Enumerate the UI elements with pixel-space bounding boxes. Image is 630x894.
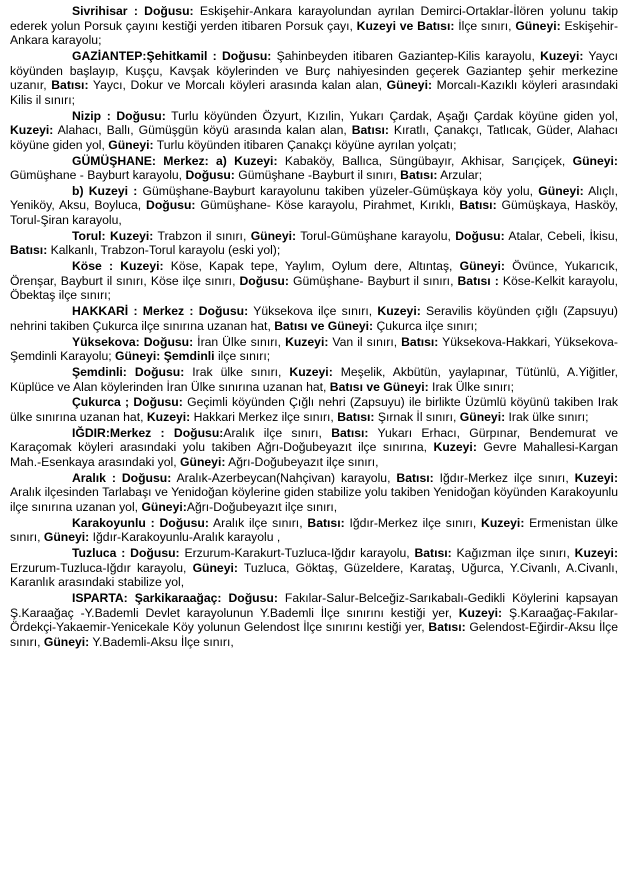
bold-label: Güneyi: [459, 409, 506, 424]
bold-label: GAZİANTEP:Şehitkamil : Doğusu: [72, 48, 272, 63]
paragraph-isparta-sarkikaraagac [10, 591, 618, 649]
bold-label: ISPARTA: Şarkikaraağaç: Doğusu: [72, 590, 278, 605]
body-text: Geçimli köyünden Çığlı nehri (Zapsuyu) ile birlikte Üzümlü köyünü takiben Irak ülke sınırına uzanan hat, [10, 395, 619, 424]
body-text: Yüksekova ilçe sınırı, [248, 304, 378, 319]
bold-label: GÜMÜŞHANE: Merkez: a) Kuzeyi: [72, 153, 278, 168]
bold-label: Batısı: [400, 168, 438, 183]
paragraph-yuksekova [10, 335, 618, 364]
bold-label: Güneyi: [459, 259, 505, 274]
bold-label: Doğusu: [185, 168, 235, 183]
body-text: Kabaköy, Ballıca, Süngübayır, Akhisar, Sarıçiçek, [277, 153, 573, 168]
paragraph-kose [10, 259, 618, 303]
body-text: Çukurca ilçe sınırı; [373, 318, 478, 333]
body-text: Arzular; [437, 168, 483, 183]
body-text: Gümüşhane- Köse karayolu, Pirahmet, Kırıklı, [195, 198, 460, 213]
bold-label: Kuzeyi ve Batısı: [356, 18, 455, 33]
bold-label: Güneyi: [43, 530, 90, 545]
bold-label: Tuzluca : Doğusu: [72, 546, 180, 560]
body-text: Turlu köyünden itibaren Çanakçı köyüne ayrılan yolçatı; [153, 137, 457, 152]
bold-label: Karakoyunlu : Doğusu: [72, 515, 209, 530]
body-text: Iğdır-Merkez ilçe sınırı, [433, 470, 575, 485]
bold-label: Batısı: [414, 546, 452, 560]
body-text: Van il sınırı, [328, 334, 402, 349]
body-text: Y.Bademli-Aksu İlçe sınırı, [89, 634, 234, 649]
body-text: Iğdır-Karakoyunlu-Aralık karayolu , [89, 530, 281, 545]
bold-label: Batısı: [401, 334, 439, 349]
body-text: Yaycı, Dokur ve Morcalı köyleri arasında kalan alan, [88, 78, 387, 93]
bold-label: Sivrihisar : Doğusu: [72, 4, 194, 18]
body-text: Aralık ilçe sınırı, [208, 515, 308, 530]
body-text: Kağızman ilçe sınırı, [451, 546, 575, 560]
body-text: İran Ülke sınırı, [193, 334, 286, 349]
body-text: Irak ülke sınırı, [184, 364, 290, 379]
bold-label: Doğusu: [455, 228, 505, 243]
document-page [10, 4, 618, 651]
bold-label: Nizip : Doğusu: [72, 108, 166, 123]
body-text: Köse-Kelkit karayolu, Öbektaş ilçe sınırı; [10, 273, 618, 303]
body-text: Turlu köyünden Özyurt, Kızılin, Yukarı Çardak, Aşağı Çardak köyüne giden yol, [165, 108, 618, 123]
body-text: Yukarı Erhacı, Gürpınar, Bendemurat ve Karaçomak köyleri arasındaki yolu takiben Ağrı-Doğubeyazıt ilçe sınırına, [10, 425, 618, 455]
body-text: Gümüşhane-Bayburt karayolunu takiben yüzeler-Gümüşkaya köy yolu, [137, 183, 539, 198]
body-text: Ermenistan ülke sınırı, [10, 515, 618, 545]
bold-label: IĞDIR:Merkez : Doğusu: [72, 425, 224, 440]
body-text: Meşelik, Akbütün, yaylapınar, Tütünlü, A.Yiğitler, Küplüce ve Alan köylerinden İran Ülke sınırına uzanan hat, [10, 364, 618, 394]
bold-label: Doğusu: [239, 273, 289, 288]
bold-label: Kuzeyi: [433, 440, 477, 455]
body-text: Şırnak İl sınırı, [374, 409, 460, 424]
bold-label: Güneyi: [43, 634, 90, 649]
bold-label: Güneyi: Şemdinli [115, 349, 215, 364]
body-text: Yaycı köyünden başlayıp, Kuşçu, Kavşak köylerinden ve Burç nahiyesinden geçerek Gaziantep şehir merkezine uzanır, [10, 48, 618, 93]
body-text: Trabzon il sınırı, [153, 228, 251, 243]
paragraph-semdinli [10, 365, 618, 394]
bold-label: Kuzeyi: [458, 605, 503, 620]
body-text: Aralık-Azerbeycan(Nahçivan) karayolu, [171, 470, 397, 485]
bold-label: Köse : Kuzeyi: [72, 259, 164, 274]
bold-label: Kuzeyi: [289, 364, 333, 379]
bold-label: Güneyi: [180, 454, 226, 469]
bold-label: Güneyi: [192, 560, 238, 575]
bold-label: Kuzeyi: [481, 515, 525, 530]
body-text: Erzurum-Tuzluca-Iğdır karayolu, [10, 560, 193, 575]
bold-label: Doğusu: [146, 198, 196, 213]
body-text: Kıratlı, Çanakçı, Tatlıcak, Güder, Alahacı köyüne giden yol, [10, 123, 618, 152]
body-text: Ağrı-Doğubeyazıt ilçe sınırı, [225, 454, 379, 469]
body-text: Ş.Karaağaç-Fakılar-Ördekçi-Yakaemir-Yenicekale Köy yolunun Gelendost İlçe sınırını kestiği yer, [10, 605, 618, 635]
paragraph-karakoyunlu [10, 516, 618, 545]
body-text: Gümüşhane- Bayburt il sınırı, [288, 273, 458, 288]
body-text: Şahinbeyden itibaren Gaziantep-Kilis karayolu, [271, 48, 541, 63]
bold-label: Güneyi: [386, 78, 433, 93]
body-text: Irak ülke sınırı; [505, 409, 589, 424]
bold-label: Batısı : [457, 273, 499, 288]
paragraph-gaziantep-sehitkamil [10, 49, 618, 107]
body-text: Alahacı, Ballı, Gümüşgün köyü arasında kalan alan, [53, 123, 352, 138]
bold-label: Çukurca ; Doğusu: [72, 395, 183, 410]
paragraph-hakkari-merkez [10, 304, 618, 333]
bold-label: Batısı: [351, 123, 389, 138]
bold-label: Kuzeyi: [574, 546, 618, 560]
paragraph-tuzluca [10, 546, 618, 590]
bold-label: Güneyi: [515, 18, 561, 33]
paragraph-gumushane-merkez-a [10, 154, 618, 183]
bold-label: Batısı ve Güneyi: [329, 379, 429, 394]
body-text: Morcalı-Kazıklı köyleri arasındaki Kilis il sınırı; [10, 78, 618, 107]
body-text: Tuzluca, Göktaş, Güzeldere, Karataş, Uğurca, Y.Civanlı, A.Civanlı, Karanlık arasındaki stabilize yol, [10, 560, 618, 590]
bold-label: Kuzeyi: [540, 48, 584, 63]
bold-label: Güneyi: [572, 153, 618, 168]
body-text: Gümüşkaya, Hasköy, Torul-Şiran karayolu, [10, 198, 618, 228]
bold-label: Batısı: [428, 620, 466, 635]
paragraph-torul [10, 229, 618, 258]
bold-label: Kuzeyi: [377, 304, 421, 319]
paragraph-gumushane-merkez-b [10, 184, 618, 228]
body-text: Seravilis köyünden çığlı (Zapsuyu) nehrini takiben Çukurca ilçe sınırına uzanan hat, [10, 304, 618, 333]
body-text: Hakkari Merkez ilçe sınırı, [190, 409, 338, 424]
bold-label: Batısı: [51, 78, 89, 93]
body-text: Fakılar-Salur-Belceğiz-Sarıkabalı-Gedikli Köylerini kapsayan Ş.Karaağaç -Y.Bademli Devlet karayolunun Y.Bademli İlçe sınırını kestiği yer, [10, 590, 618, 620]
paragraph-nizip [10, 109, 618, 153]
bold-label: Batısı: [337, 409, 375, 424]
bold-label: Batısı: [459, 198, 497, 213]
paragraph-sivrihisar [10, 4, 618, 48]
bold-label: b) Kuzeyi : [72, 183, 138, 198]
body-text: Yüksekova-Hakkari, Yüksekova-Şemdinli Karayolu; [10, 334, 618, 364]
bold-label: Şemdinli: Doğusu: [72, 364, 185, 379]
bold-label: HAKKARİ : Merkez : Doğusu: [72, 304, 249, 319]
body-text: Gümüşhane -Bayburt il sınırı, [234, 168, 401, 183]
body-text: Eskişehir-Ankara karayolu; [10, 18, 619, 48]
body-text: Erzurum-Karakurt-Tuzluca-Iğdır karayolu, [179, 546, 415, 560]
bold-label: Kuzeyi: [10, 123, 54, 138]
paragraph-cukurca [10, 395, 618, 424]
body-text: Aralık ilçe sınırı, [223, 425, 332, 440]
body-text: Torul-Gümüşhane karayolu, [296, 228, 456, 243]
body-text: Gümüşhane - Bayburt karayolu, [10, 168, 186, 183]
bold-label: Batısı: [331, 425, 369, 440]
bold-label: Kuzeyi: [574, 470, 618, 485]
body-text: Iğdır-Merkez ilçe sınırı, [344, 515, 482, 530]
body-text: Gelendost-Eğirdir-Aksu İlçe sınırı, [10, 620, 618, 649]
paragraph-aralik [10, 471, 618, 515]
body-text: Irak Ülke sınırı; [428, 379, 515, 394]
bold-label: Güneyi: [108, 137, 154, 152]
body-text: Atalar, Cebeli, İkisu, [504, 228, 619, 243]
body-text: Ağrı-Doğubeyazıt ilçe sınırı, [186, 499, 338, 514]
body-text: İlçe sınırı, [454, 18, 516, 33]
body-text: Övünce, Yukarıcık, Örenşar, Bayburt il sınırı, Köse ilçe sınırı, [10, 259, 618, 288]
bold-label: Yüksekova: Doğusu: [72, 334, 194, 349]
bold-label: Batısı ve Güneyi: [274, 318, 374, 333]
bold-label: Güneyi: [250, 228, 297, 243]
body-text: Eskişehir-Ankara karayolundan ayrılan Demirci-Ortaklar-İlören yolunu takip ederek yolun Porsuk çayını kestiği yerden itibaren Porsuk çayı, [10, 4, 618, 33]
paragraph-igdir-merkez [10, 426, 618, 470]
body-text: Aralık ilçesinden Tarlabaşı ve Yenidoğan köylerine giden stabilize yolu takiben Yenidoğan köyünden Karakoyunlu ilçe sınırına uzanan yol, [10, 485, 618, 514]
bold-label: Batısı: [307, 515, 345, 530]
bold-label: Güneyi: [141, 499, 187, 514]
bold-label: Kuzeyi: [285, 334, 329, 349]
body-text: Gevre Mahallesi-Kargan Mah.-Esenkaya arasındaki yol, [10, 440, 618, 469]
bold-label: Torul: Kuzeyi: [72, 228, 154, 243]
bold-label: Güneyi: [538, 183, 584, 198]
bold-label: Batısı: [10, 243, 48, 258]
body-text: Köse, Kapak tepe, Yaylım, Oylum dere, Altıntaş, [163, 259, 460, 274]
bold-label: Kuzeyi: [146, 409, 191, 424]
bold-label: Aralık : Doğusu: [72, 470, 172, 485]
bold-label: Batısı: [396, 470, 434, 485]
body-text: ilçe sınırı; [214, 349, 271, 364]
body-text: Alıçlı, Yeniköy, Aksu, Boyluca, [10, 183, 618, 213]
body-text: Kalkanlı, Trabzon-Torul karayolu (eski yol); [47, 243, 281, 258]
